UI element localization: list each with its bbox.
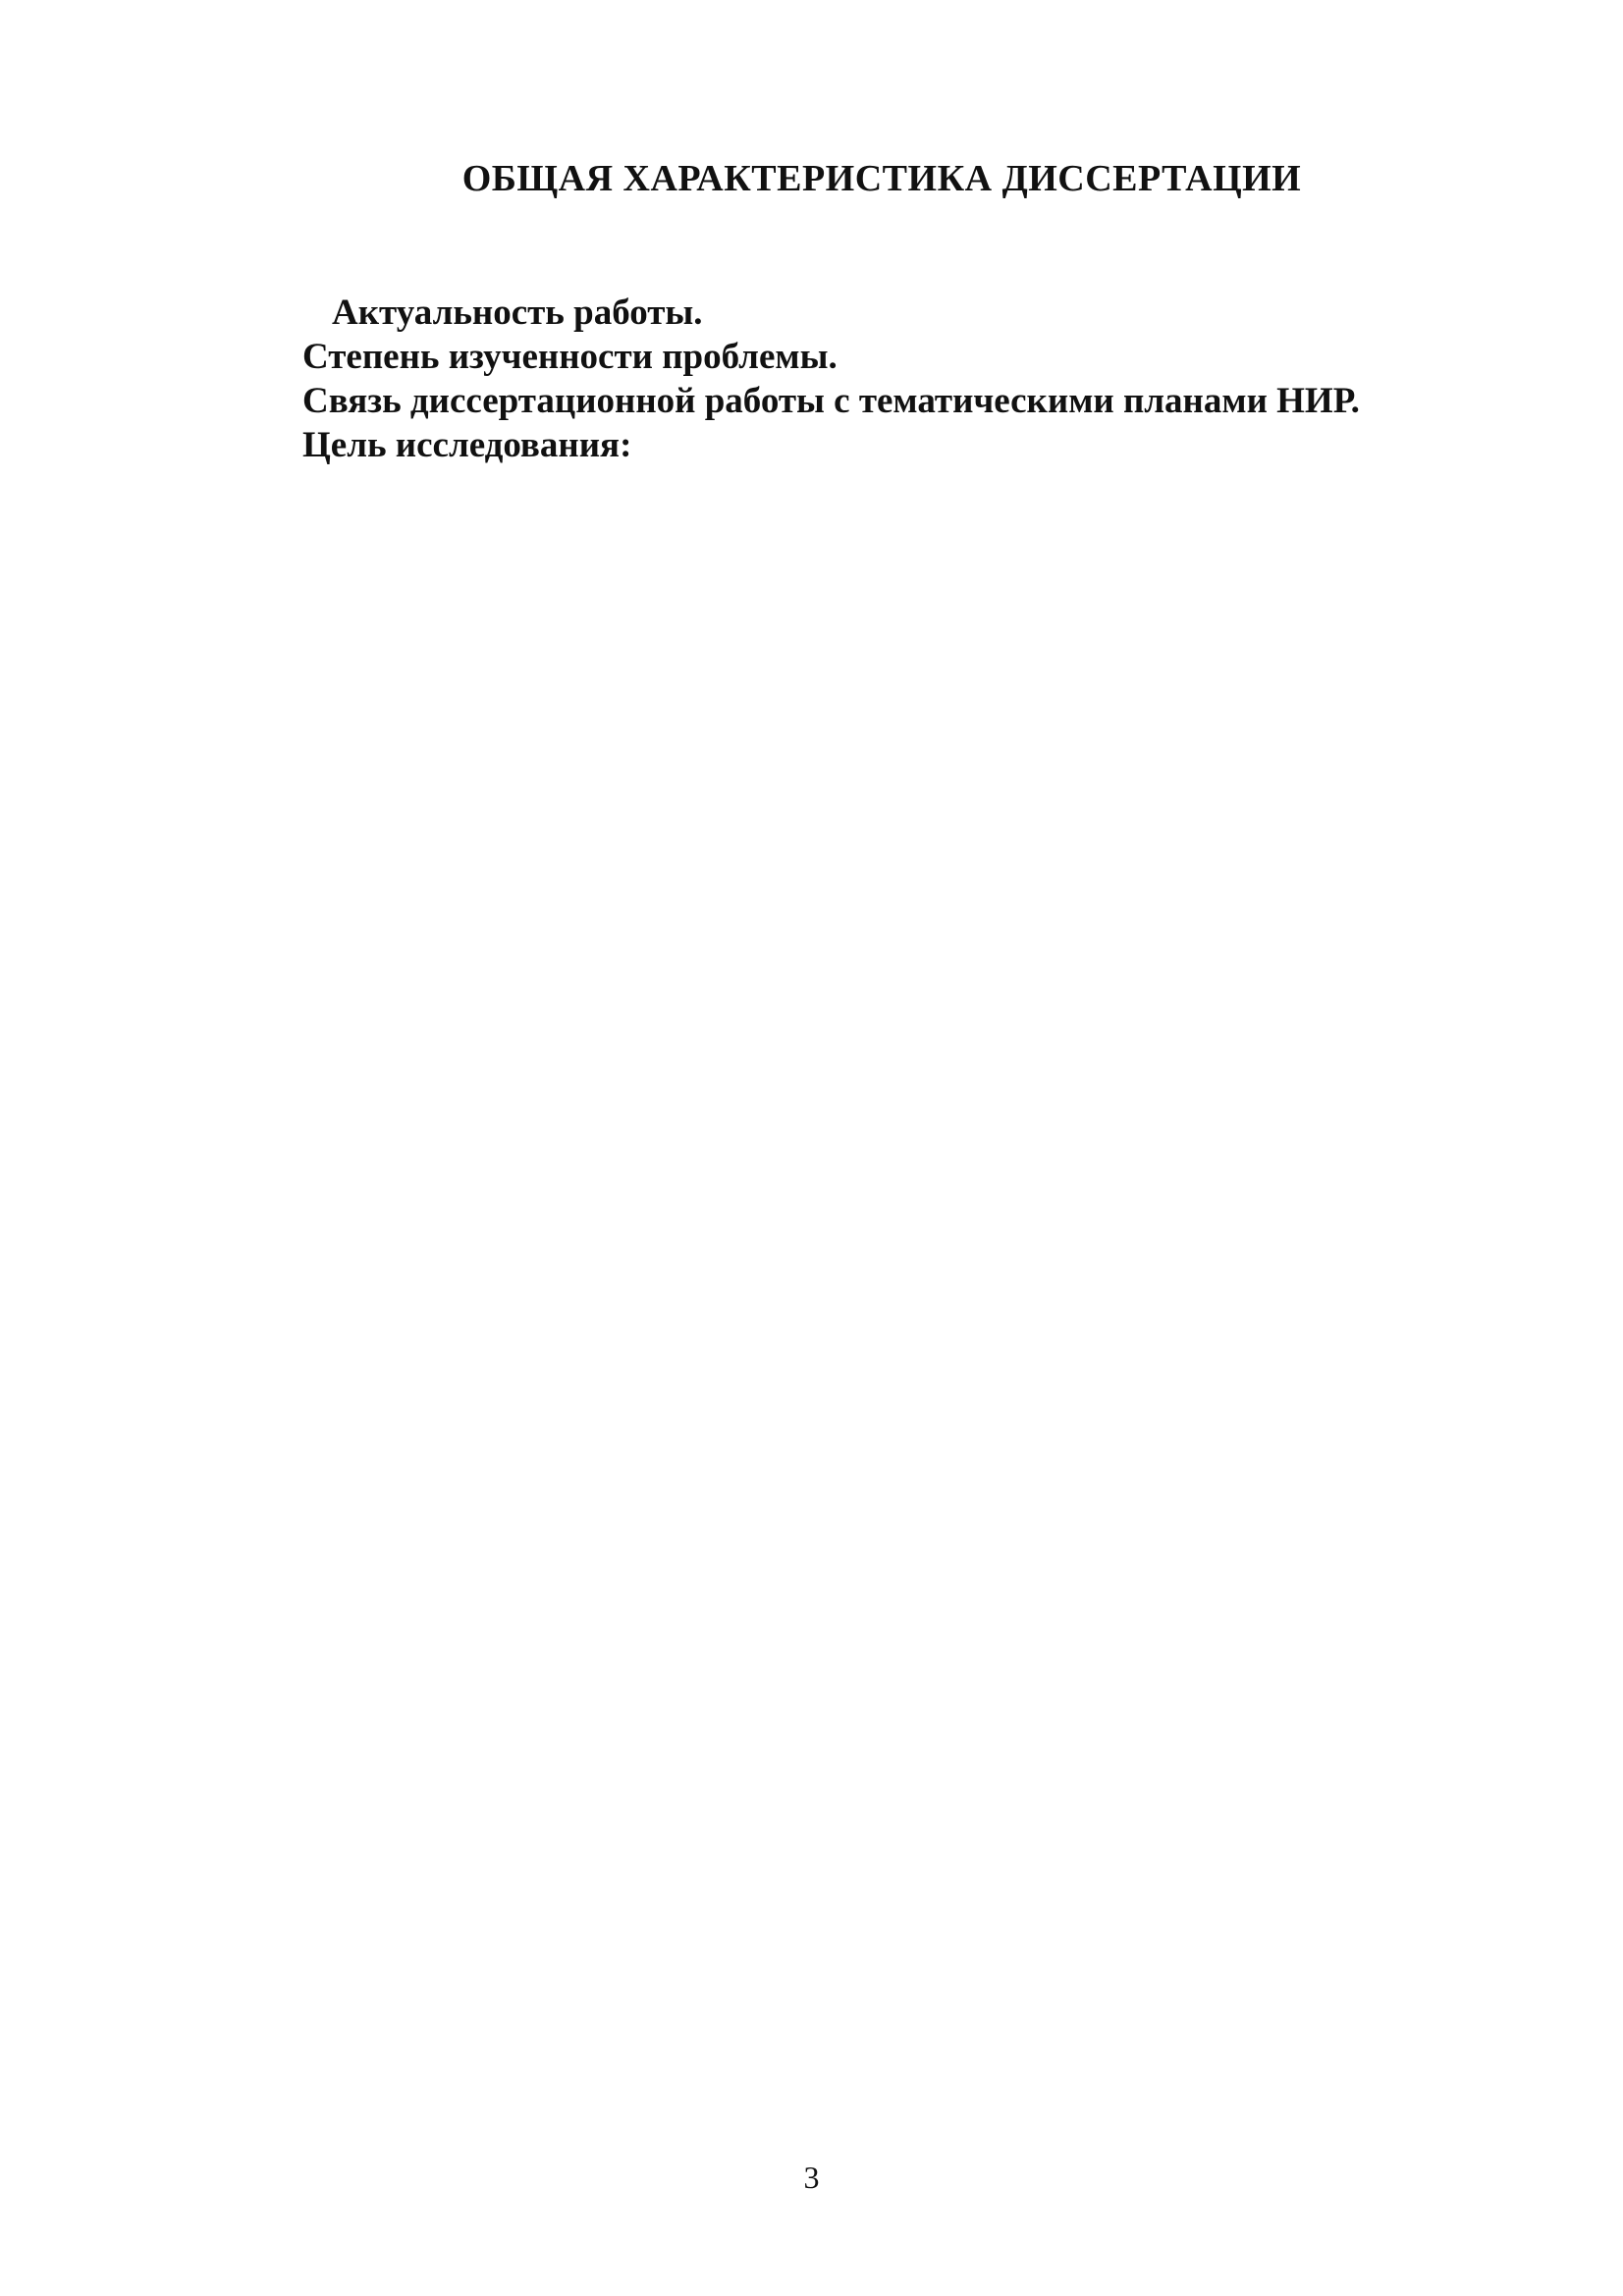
paragraph-lead: Связь диссертационной работы с тематическими планами НИР. (302, 381, 1360, 421)
paragraph-lead: Степень изученности проблемы. (302, 337, 838, 377)
document-title: ОБЩАЯ ХАРАКТЕРИСТИКА ДИССЕРТАЦИИ (461, 158, 1302, 199)
paragraph-lead: Актуальность работы. (332, 293, 703, 333)
paragraph-relevance (234, 291, 1530, 335)
paragraph-research-plans (234, 379, 1530, 423)
document-page (234, 157, 1530, 467)
paragraph-research-goal (234, 423, 1530, 467)
paragraph-problem-study (234, 335, 1530, 379)
page-number: 3 (803, 2160, 820, 2195)
paragraph-lead: Цель исследования: (302, 425, 632, 465)
